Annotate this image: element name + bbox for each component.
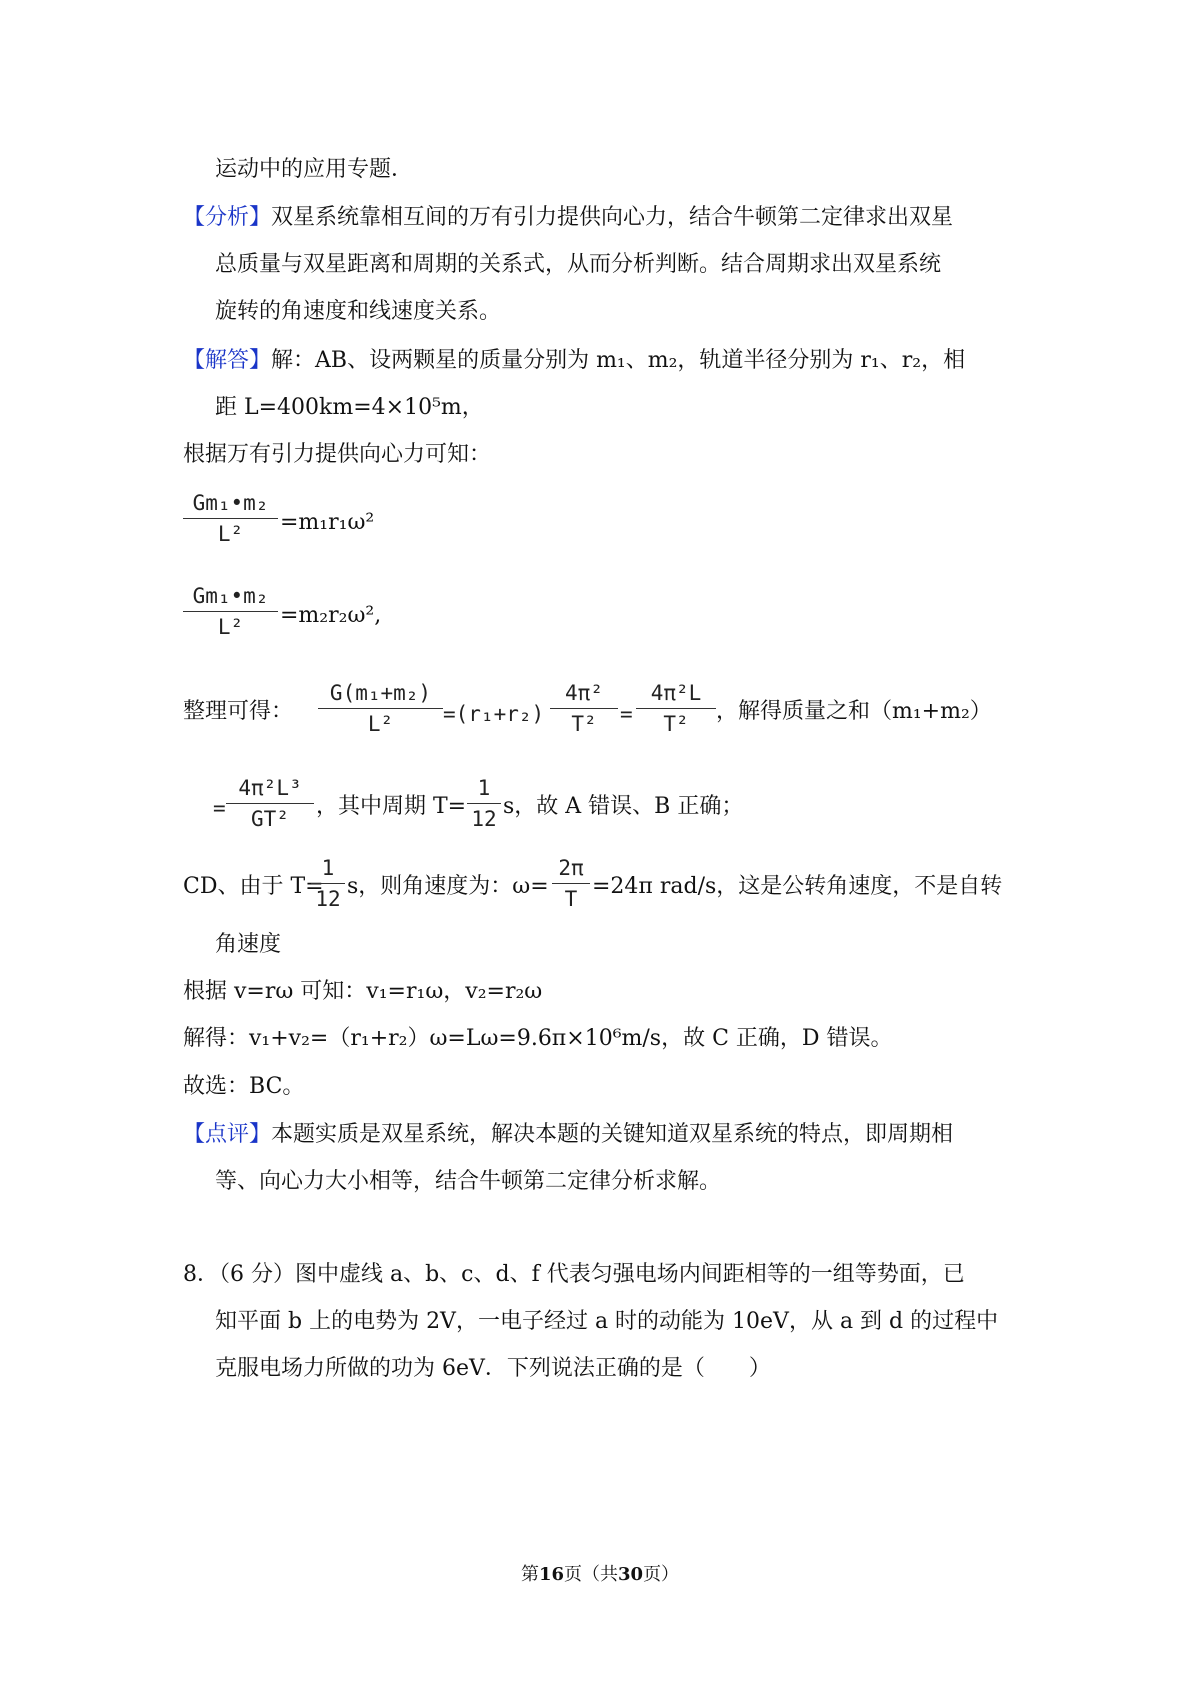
fraction-bar [318,708,443,709]
fraction-bar [183,518,278,519]
analysis-text-1: 双星系统靠相互间的万有引力提供向心力，结合牛顿第二定律求出双星 [271,205,954,230]
comment-tag: 【点评】 [183,1122,272,1147]
equation-2-numerator: Gm₁•m₂ [192,584,269,608]
answer-text-2: 距 L=400km=4×10⁵m， [215,395,484,420]
solve-line: 解得：v₁+v₂=（r₁+r₂）ω=Lω=9.6π×10⁶m/s，故 C 正确，D 错误。 [183,1026,893,1051]
equation-3-denominator-3: T² [663,712,689,736]
question-8-line-1: 8．（6 分）图中虚线 a、b、c、d、f 代表匀强电场内间距相等的一组等势面，已 [183,1262,965,1287]
footer-mid: 页（共 [564,1564,618,1585]
cd-suffix: =24π rad/s，这是公转角速度，不是自转 [592,874,1003,899]
footer-page-number: 16 [538,1564,564,1585]
answer-paragraph [183,346,965,376]
equation-3-equals: = [620,702,633,726]
equation-1-fraction [183,490,278,547]
analysis-text-3: 旋转的角速度和线速度关系。 [215,299,502,324]
analysis-paragraph [183,203,953,233]
equation-3-denominator-1: L² [367,712,394,736]
fraction-bar [226,803,314,804]
fraction-bar [311,883,345,884]
question-8-line-3: 克服电场力所做的功为 6eV．下列说法正确的是（ ） [215,1356,771,1381]
equation-3-numerator-1: G(m₁+m₂) [329,681,432,705]
period-denominator: 12 [471,807,497,831]
fraction-bar [552,883,590,884]
answer-text-3: 根据万有引力提供向心力可知： [183,442,492,467]
analysis-tag: 【分析】 [183,205,272,230]
omega-numerator: 2π [558,856,584,880]
fraction-bar [550,708,618,709]
cd-prefix: CD、由于 T= [183,874,324,899]
cd-middle: s，则角速度为：ω= [347,874,549,899]
equation-2-denominator: L² [217,615,244,639]
equation-1-numerator: Gm₁•m₂ [192,491,269,515]
footer-total-pages: 30 [618,1564,644,1585]
equation-3-numerator-3: 4π²L [650,681,702,705]
equation-3-suffix: ，解得质量之和（m₁+m₂） [716,699,992,724]
footer-suffix: 页） [643,1564,680,1585]
choice-line: 故选：BC。 [183,1074,305,1099]
period-numerator: 1 [477,776,491,800]
equation-1-rhs: =m₁r₁ω² [280,510,375,535]
cd-period-numerator: 1 [321,856,335,880]
cd-text-2: 角速度 [215,932,282,957]
question-8-line-2: 知平面 b 上的电势为 2V，一电子经过 a 时的动能为 10eV，从 a 到 d 的过程中 [215,1309,999,1334]
equation-3-numerator-2: 4π² [565,681,603,705]
equation-2-rhs: =m₂r₂ω², [280,603,382,628]
equation-3-middle: =(r₁+r₂) [443,702,545,726]
equation-4-suffix: s，故 A 错误、B 正确； [503,794,744,819]
equation-1-denominator: L² [217,522,244,546]
cd-period-fraction [311,855,345,912]
equation-4-denominator: GT² [251,807,289,831]
equation-3-denominator-2: T² [571,712,597,736]
analysis-text-2: 总质量与双星距离和周期的关系式，从而分析判断。结合周期求出双星系统 [215,252,942,277]
omega-fraction [552,855,590,912]
comment-text-1: 本题实质是双星系统，解决本题的关键知道双星系统的特点，即周期相 [271,1122,954,1147]
omega-denominator: T [564,887,578,911]
equation-4-equals: = [213,796,226,820]
equation-3-prefix: 整理可得： [183,699,294,724]
equation-3-fraction-1 [318,680,443,737]
page-footer [0,1560,1200,1586]
comment-paragraph [183,1120,953,1150]
equation-3-fraction-3 [636,680,716,737]
footer-prefix: 第 [520,1564,539,1585]
fraction-bar [183,611,278,612]
equation-4-fraction [226,775,314,832]
answer-text-1: 解：AB、设两颗星的质量分别为 m₁、m₂，轨道半径分别为 r₁、r₂，相 [271,348,966,373]
cd-period-denominator: 12 [315,887,341,911]
fraction-bar [467,803,501,804]
equation-4-numerator: 4π²L³ [238,776,302,800]
fraction-bar [636,708,716,709]
equation-2-fraction [183,583,278,640]
equation-4-middle: ，其中周期 T= [316,794,467,819]
equation-3-fraction-2 [550,680,618,737]
text-line-1: 运动中的应用专题． [215,157,414,182]
comment-text-2: 等、向心力大小相等，结合牛顿第二定律分析求解。 [215,1169,722,1194]
period-fraction [467,775,501,832]
velocity-line: 根据 v=rω 可知：v₁=r₁ω，v₂=r₂ω [183,979,543,1004]
answer-tag: 【解答】 [183,348,272,373]
